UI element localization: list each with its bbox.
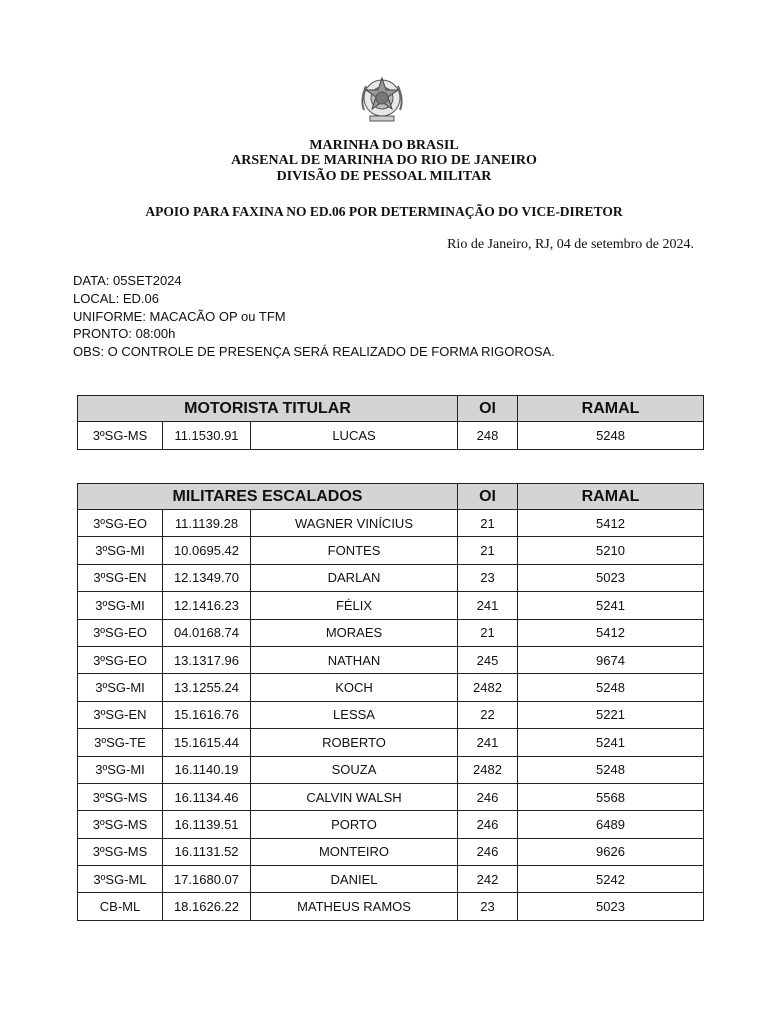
header-motorista-titular: MOTORISTA TITULAR — [78, 396, 458, 422]
oi-cell: 2482 — [458, 674, 518, 701]
rank-cell: 3ºSG-MS — [78, 811, 163, 838]
header-line-3: DIVISÃO DE PESSOAL MILITAR — [276, 169, 492, 184]
nip-cell: 16.1131.52 — [163, 838, 251, 865]
militares-table — [77, 483, 704, 921]
ramal-cell: 5242 — [518, 866, 704, 893]
name-cell: SOUZA — [251, 756, 458, 783]
name-cell: DANIEL — [251, 866, 458, 893]
oi-cell: 2482 — [458, 756, 518, 783]
oi-cell: 21 — [458, 510, 518, 537]
name-cell: MATHEUS RAMOS — [251, 893, 458, 920]
nip-cell: 16.1140.19 — [163, 756, 251, 783]
table-row — [78, 619, 704, 646]
name-cell: FÉLIX — [251, 592, 458, 619]
rank-cell: 3ºSG-EN — [78, 564, 163, 591]
nip-cell: 15.1615.44 — [163, 729, 251, 756]
table-row — [78, 646, 704, 673]
motorista-table — [77, 395, 704, 450]
header-militares-escalados: MILITARES ESCALADOS — [78, 484, 458, 510]
oi-cell: 246 — [458, 811, 518, 838]
nip-cell: 13.1317.96 — [163, 646, 251, 673]
ramal-cell: 5210 — [518, 537, 704, 564]
info-local: LOCAL: ED.06 — [73, 290, 159, 306]
rank-cell: 3ºSG-EN — [78, 701, 163, 728]
header-oi: OI — [458, 484, 518, 510]
ramal-cell: 5221 — [518, 701, 704, 728]
name-cell: WAGNER VINÍCIUS — [251, 510, 458, 537]
header-ramal: RAMAL — [518, 484, 704, 510]
header-line-2: ARSENAL DE MARINHA DO RIO DE JANEIRO — [231, 153, 537, 168]
table-row — [78, 866, 704, 893]
info-data: DATA: 05SET2024 — [73, 273, 182, 288]
ramal-cell: 5412 — [518, 510, 704, 537]
oi-cell: 21 — [458, 537, 518, 564]
nip-cell: 18.1626.22 — [163, 893, 251, 920]
ramal-cell: 5241 — [518, 729, 704, 756]
oi-cell: 241 — [458, 592, 518, 619]
nip-cell: 16.1139.51 — [163, 811, 251, 838]
table-row — [78, 564, 704, 591]
name-cell: ROBERTO — [251, 729, 458, 756]
info-pronto: PRONTO: 08:00h — [73, 326, 176, 342]
rank-cell: 3ºSG-EO — [78, 510, 163, 537]
name-cell: DARLAN — [251, 564, 458, 591]
nip-cell: 12.1349.70 — [163, 564, 251, 591]
dateline: Rio de Janeiro, RJ, 04 de setembro de 2024. — [447, 237, 694, 252]
rank-cell: 3ºSG-ML — [78, 866, 163, 893]
info-uniforme: UNIFORME: MACACÃO OP ou TFM — [73, 308, 286, 324]
table-row — [78, 729, 704, 756]
nip-cell: 04.0168.74 — [163, 619, 251, 646]
oi-cell: 22 — [458, 701, 518, 728]
rank-cell: 3ºSG-EO — [78, 619, 163, 646]
table-row — [78, 783, 704, 810]
name-cell: NATHAN — [251, 646, 458, 673]
oi-cell: 245 — [458, 646, 518, 673]
ramal-cell: 5248 — [518, 756, 704, 783]
table-row — [78, 510, 704, 537]
table-row — [78, 893, 704, 920]
ramal-cell: 5241 — [518, 592, 704, 619]
rank-cell: 3ºSG-EO — [78, 646, 163, 673]
nip-cell: 11.1139.28 — [163, 510, 251, 537]
ramal-cell: 5568 — [518, 783, 704, 810]
ramal-cell: 5023 — [518, 564, 704, 591]
table-row — [78, 674, 704, 701]
document-title: APOIO PARA FAXINA NO ED.06 POR DETERMINAÇÃO DO VICE-DIRETOR — [145, 204, 623, 219]
table-header-row — [78, 396, 704, 422]
rank-cell: 3ºSG-MI — [78, 756, 163, 783]
oi-cell: 23 — [458, 564, 518, 591]
nip-cell: 16.1134.46 — [163, 783, 251, 810]
table-row — [78, 838, 704, 865]
table-row — [78, 537, 704, 564]
nip-cell: 13.1255.24 — [163, 674, 251, 701]
oi-cell: 23 — [458, 893, 518, 920]
header-line-1: MARINHA DO BRASIL — [309, 138, 459, 153]
info-block — [73, 272, 555, 361]
ramal-cell: 5412 — [518, 619, 704, 646]
header-ramal: RAMAL — [518, 396, 704, 422]
rank-cell: 3ºSG-MS — [78, 838, 163, 865]
brasao-emblem-icon — [352, 70, 412, 130]
nip-cell: 15.1616.76 — [163, 701, 251, 728]
rank-cell: 3ºSG-MI — [78, 674, 163, 701]
oi-cell: 246 — [458, 783, 518, 810]
oi-cell: 248 — [458, 422, 518, 450]
table-row — [78, 756, 704, 783]
rank-cell: 3ºSG-TE — [78, 729, 163, 756]
rank-cell: 3ºSG-MS — [78, 783, 163, 810]
name-cell: KOCH — [251, 674, 458, 701]
rank-cell: 3ºSG-MS — [78, 422, 163, 450]
info-obs: OBS: O CONTROLE DE PRESENÇA SERÁ REALIZADO DE FORMA RIGOROSA. — [73, 344, 555, 360]
table-row — [78, 811, 704, 838]
name-cell: MORAES — [251, 619, 458, 646]
nip-cell: 12.1416.23 — [163, 592, 251, 619]
table-row — [78, 422, 704, 450]
ramal-cell: 5248 — [518, 674, 704, 701]
ramal-cell: 9674 — [518, 646, 704, 673]
rank-cell: CB-ML — [78, 893, 163, 920]
table-row — [78, 701, 704, 728]
name-cell: PORTO — [251, 811, 458, 838]
oi-cell: 21 — [458, 619, 518, 646]
name-cell: CALVIN WALSH — [251, 783, 458, 810]
rank-cell: 3ºSG-MI — [78, 592, 163, 619]
rank-cell: 3ºSG-MI — [78, 537, 163, 564]
table-row — [78, 592, 704, 619]
nip-cell: 11.1530.91 — [163, 422, 251, 450]
name-cell: MONTEIRO — [251, 838, 458, 865]
ramal-cell: 5248 — [518, 422, 704, 450]
nip-cell: 10.0695.42 — [163, 537, 251, 564]
ramal-cell: 5023 — [518, 893, 704, 920]
name-cell: FONTES — [251, 537, 458, 564]
name-cell: LUCAS — [251, 422, 458, 450]
table-header-row — [78, 484, 704, 510]
header-oi: OI — [458, 396, 518, 422]
oi-cell: 242 — [458, 866, 518, 893]
nip-cell: 17.1680.07 — [163, 866, 251, 893]
oi-cell: 246 — [458, 838, 518, 865]
ramal-cell: 6489 — [518, 811, 704, 838]
name-cell: LESSA — [251, 701, 458, 728]
ramal-cell: 9626 — [518, 838, 704, 865]
oi-cell: 241 — [458, 729, 518, 756]
